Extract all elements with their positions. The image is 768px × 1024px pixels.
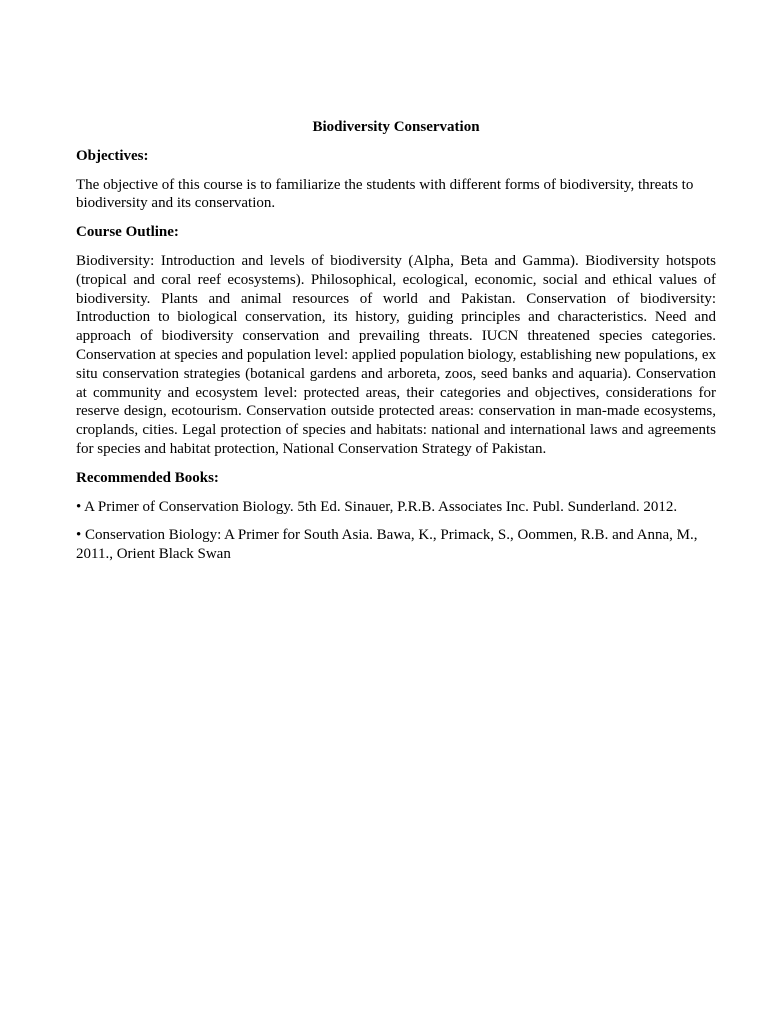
objectives-paragraph: The objective of this course is to familiarize the students with different forms of biodiversity, threats to biodiversity and its conservation.: [76, 176, 694, 212]
document-page: [76, 118, 716, 574]
book-item: • Conservation Biology: A Primer for South Asia. Bawa, K., Primack, S., Oommen, R.B. and Anna, M., 2011., Orient Black Swan: [76, 527, 698, 563]
document-title: Biodiversity Conservation: [312, 119, 480, 135]
objectives-heading: Objectives:: [76, 147, 149, 164]
recommended-books-heading: Recommended Books:: [76, 469, 219, 486]
course-outline-heading: Course Outline:: [76, 224, 179, 241]
course-outline-paragraph: Biodiversity: Introduction and levels of biodiversity (Alpha, Beta and Gamma). Biodiversity hotspots (tropical and coral reef ecosystems). Philosophical, ecological, economic, social and ethical values of biodiversity. Plants and animal resources of world and Pakistan. Conservation of biodiversity: Introduction to biological conservation, its history, guiding principles and characteristics. Need and approach of biodiversity conservation and prevailing threats. IUCN threatened species categories. Conservation at species and population level: applied population biology, establishing new populations, ex situ conservation strategies (botanical gardens and arboreta, zoos, seed banks and aquaria). Conservation at community and ecosystem level: protected areas, their categories and objectives, considerations for reserve design, ecotourism. Conservation outside protected areas: conservation in man-made ecosystems, croplands, cities. Legal protection of species and habitats: national and international laws and agreements for species and habitat protection, National Conservation Strategy of Pakistan.: [76, 252, 716, 457]
book-item: • A Primer of Conservation Biology. 5th Ed. Sinauer, P.R.B. Associates Inc. Publ. Sunderland. 2012.: [76, 498, 678, 515]
